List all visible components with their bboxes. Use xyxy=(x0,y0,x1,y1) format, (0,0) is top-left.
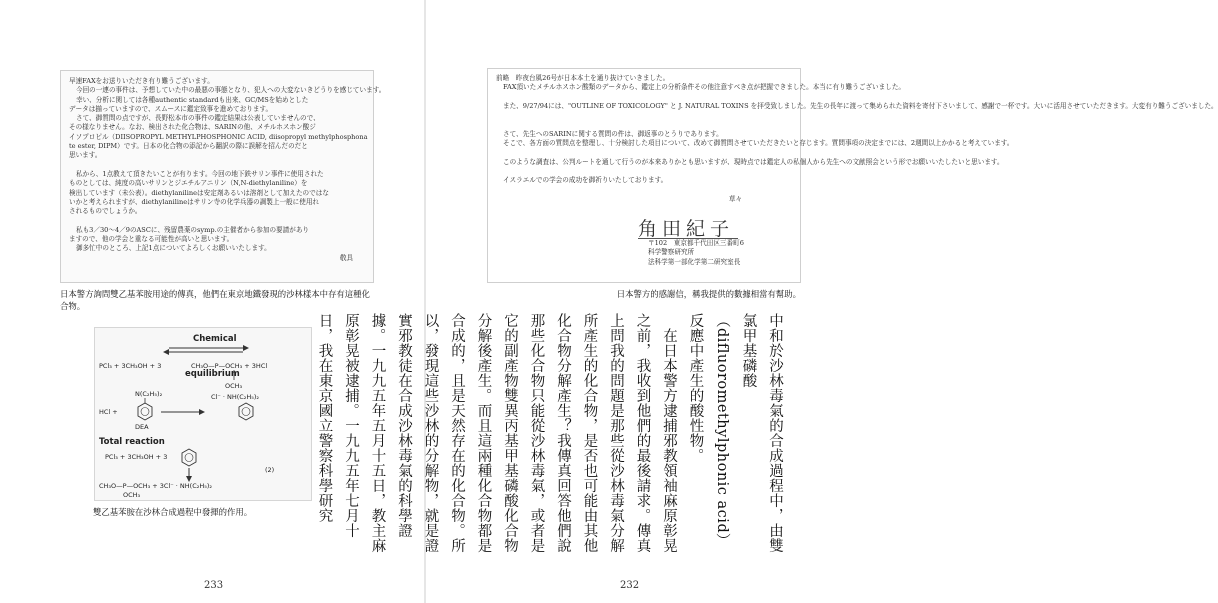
benzene-ring xyxy=(239,403,253,420)
letter-line: 検出しています（未公表）。diethylanilineは安定剤あるいは溶剤として加えたのではな xyxy=(69,188,329,197)
benzene-ring xyxy=(138,403,152,420)
scanned-fax-letter xyxy=(60,70,386,283)
letter-line: 思います。 xyxy=(69,151,102,160)
body-paragraph: 在日本警方逮捕邪教領袖麻原彰晃之前，我收到他們的最後請求。傳真上問我的問題是那些從沙林毒氣分解所產生的化合物，是否也可能由其他化合物分解產生？我傳真回答他們說那些化合物只能從沙林毒氣，或者是它的副產物雙異丙基甲基磷酸化合物分解後產生。而且這兩種化合物都是合成的，且是天然存在的化合物。所以，發現這些沙林的分解物，就是證實邪教徒在合成沙林毒氣的科學證據。一九九五年五月十五日，教主麻原彰晃被逮捕。一九九五年七月十日，我在東京國立警察科學研究 xyxy=(316,313,677,553)
letter-line: データは揃っていますので、スムースに鑑定致事を進めております。 xyxy=(69,104,273,113)
letter-line: te ester, DIPM）です。日本の化合物の添記から翻訳の際に誤解を招んだのだと xyxy=(69,142,308,151)
thank-you-letter-caption: 日本警方的感謝信，稱我提供的數據相當有幫助。 xyxy=(616,289,801,299)
letter-line: ますので、他の学会と重なる可能性が高いと思います。 xyxy=(69,235,234,244)
letter-line: ものとしては、純度の高いサリンとジエチルアニリン（N,N-diethylaniline）を xyxy=(69,179,308,188)
reaction1-reactants: PCl₃ + 3CH₃OH + 3 xyxy=(99,362,162,370)
scanned-thank-you-letter xyxy=(487,68,1218,283)
letter-closing: 草々 xyxy=(728,194,742,203)
letter-line: イスラエルでの学会の成功を御祈りいたしております。 xyxy=(503,176,668,185)
signature-block xyxy=(638,214,788,267)
aromatic-circle xyxy=(185,454,193,462)
letter-line: 私も3／30〜4／9のASCに、残留農薬のsymp.の主催者から参加の要請があり xyxy=(76,225,310,234)
letter-line xyxy=(69,161,365,170)
letter-line xyxy=(69,216,365,225)
methoxy-group: OCH₃ xyxy=(225,382,243,390)
letter-line: また、9/27/94には、"OUTLINE OF TOXICOLOGY" と J. NATURAL TOXINS を拝受致しました。先生の長年に渡って集められた資料を寄付下さいまして、感謝で一杯です。大いに活用させていただきます。大変有り難うございました。 xyxy=(503,101,1218,110)
diagram-subtitle: equilibrium xyxy=(185,369,240,379)
letter-line: さて、先生へのSARINに関する質問の件は、御返事のとうりであります。 xyxy=(503,129,723,138)
fax-letter-caption: 日本警方詢問雙乙基苯胺用途的傳真，他們在東京地鐵發現的沙林樣本中存有這種化合物。 xyxy=(60,289,370,311)
letter-line: さて、御質問の点ですが、長野松本市の事件の鑑定結果は公表していませんので、 xyxy=(76,114,320,123)
total-reaction-title: Total reaction xyxy=(99,437,165,447)
aromatic-circle xyxy=(242,408,250,416)
total-reactants: PCl₃ + 3CH₃OH + 3 xyxy=(105,453,168,461)
hcl-reactant: HCl + xyxy=(99,408,118,416)
letter-line: FAX頂いたメチルホスホン酸類のデータから、鑑定上の分析条件その他注意すべき点が把握できました。本当に有り難うございました。 xyxy=(503,83,906,92)
letter-line: 私から、1点教えて頂きたいことが有ります。今回の地下鉄サリン事件に使用された xyxy=(76,169,324,178)
vertical-body-text xyxy=(316,313,788,553)
arrowhead xyxy=(163,349,169,355)
benzene-ring xyxy=(182,449,196,466)
dea-label: DEA xyxy=(135,423,149,431)
letter-line: 前略 昨夜台風26号が日本本土を通り抜けていきました。 xyxy=(496,74,670,82)
reaction-scheme xyxy=(95,328,311,500)
body-paragraph: 中和於沙林毒氣的合成過程中，由雙氯甲基磷酸（difluoromethylphonic acid）反應中產生的酸性物。 xyxy=(687,313,783,553)
arrowhead xyxy=(199,409,205,415)
page-number: 232 xyxy=(620,580,640,591)
letter-line: 幸い、分析に関しては各種authentic standardも出来、GC/MSを始めとした xyxy=(76,95,309,104)
total-methoxy: OCH₃ xyxy=(123,491,141,499)
letter-line: そこで、各方面の質問点を整理し、十分検討した項目について、改めて御質問させていただきたいと存じます。質問事項の決定までには、2週間以上かかると考えています。 xyxy=(503,139,1014,148)
sender-title: 法科学第一部化学第二研究室長 xyxy=(648,257,741,266)
handwritten-signature: 角田紀子 xyxy=(638,214,738,239)
letter-line: 御多忙中のところ、上記1点についてよろしくお願いいたします。 xyxy=(76,244,271,253)
page-number: 233 xyxy=(204,580,224,591)
dea-amine-group: N(C₂H₅)₂ xyxy=(135,390,163,398)
letter-sign-off: 敬具 xyxy=(339,253,353,262)
letter-line: 今回の一連の事件は、予想していた中の最悪の事態となり、犯人への大変ないきどうりを感じています。 xyxy=(76,86,386,95)
sender-address: 〒102 東京都千代田区三番町6 xyxy=(648,239,744,247)
reaction1-products: CH₃O—P—OCH₃ + 3HCl xyxy=(191,362,268,370)
diagram-title: Chemical xyxy=(193,334,237,344)
total-products: CH₃O—P—OCH₃ + 3Cl⁻ · NH(C₂H₅)₂ xyxy=(99,482,212,490)
sender-institute: 科学警察研究所 xyxy=(648,248,695,257)
letter-line xyxy=(496,120,792,129)
letter-line: イソプロピル（DIISOPROPYL METHYLPHOSPHONIC ACID, diisopropyl methylphosphona xyxy=(69,132,368,141)
salt-product: Cl⁻ · NH(C₂H₅)₂ xyxy=(211,393,260,401)
letter-line xyxy=(496,111,792,120)
letter-line: されるものでしょうか。 xyxy=(69,207,142,216)
letter-line xyxy=(496,167,792,176)
letter-line: その様なりません。なお、検出された化合物は、SARINの他、メチルホスホン酸ジ xyxy=(69,123,316,132)
chemical-reaction-diagram xyxy=(94,327,312,501)
letter-line: 早速FAXをお送りいただき有り難うございます。 xyxy=(69,77,214,85)
letter-line: このような調査は、公判ルートを通して行うのが本来ありかとも思いますが、現時点では鑑定人の私個人から先生への文献照会という形でお願いいたしたいと思います。 xyxy=(503,157,1004,166)
arrowhead xyxy=(243,345,249,351)
letter-line xyxy=(496,186,792,195)
letter-line: いかと考えられますが、diethylanilineはサリン寺の化学兵器の調製上一般に使用れ xyxy=(69,197,320,206)
letter-line xyxy=(496,148,792,157)
equation-number: (2) xyxy=(265,466,275,474)
letter-line xyxy=(496,93,792,102)
aromatic-circle xyxy=(141,408,149,416)
diagram-caption: 雙乙基苯胺在沙林合成過程中發揮的作用。 xyxy=(93,507,253,517)
